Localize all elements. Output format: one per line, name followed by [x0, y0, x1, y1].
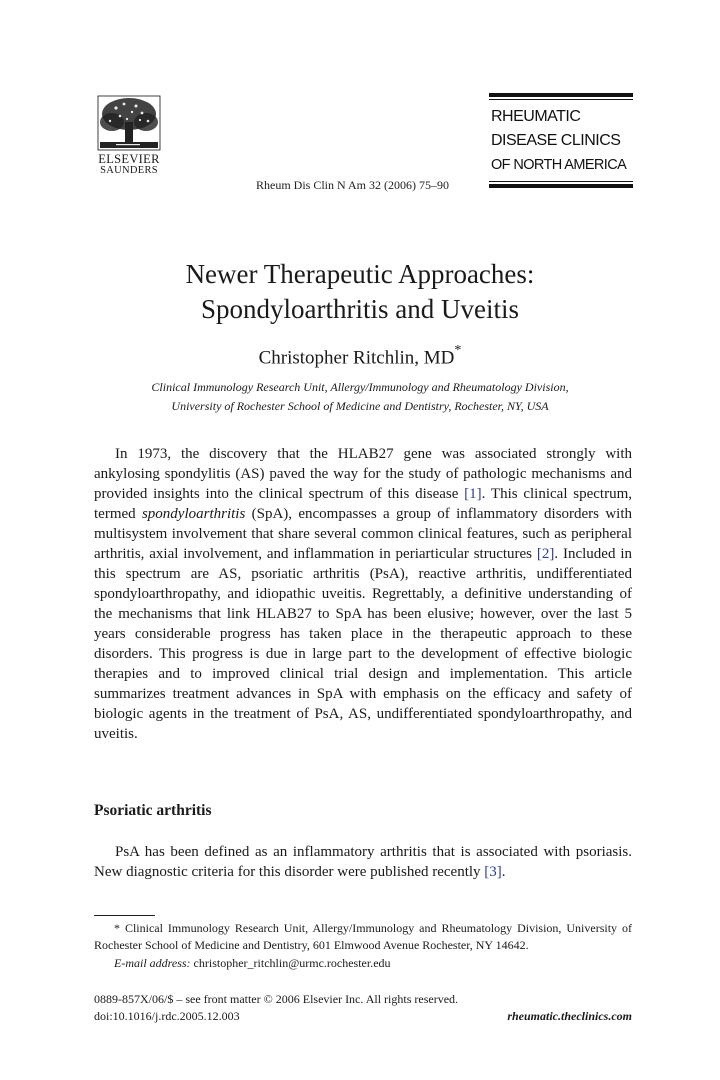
article-title — [60, 257, 660, 327]
title-line-2: Spondyloarthritis and Uveitis — [201, 294, 519, 324]
journal-website-link[interactable]: rheumatic.theclinics.com — [507, 1009, 632, 1023]
journal-name-line-1: RHEUMATIC — [491, 108, 581, 125]
section-heading-psoriatic-arthritis: Psoriatic arthritis — [94, 802, 212, 819]
author-affiliation — [60, 378, 660, 416]
author-name: Christopher Ritchlin, MD — [258, 347, 455, 369]
intro-text-1: In 1973, the discovery that the HLAB27 gene was associated strongly with ankylosing spondylitis (AS) paved the way for the study of pathologic mechanisms and provided insights into the clinical spectrum of this disease — [94, 446, 632, 502]
author-footnote: * Clinical Immunology Research Unit, Allergy/Immunology and Rheumatology Division, University of Rochester School of Medicine and Dentistry, 601 Elmwood Avenue Rochester, NY 14642. — [94, 921, 632, 952]
doi-link[interactable]: doi:10.1016/j.rdc.2005.12.003 — [94, 1009, 240, 1023]
psa-text-1: PsA has been defined as an inflammatory arthritis that is associated with psoriasis. New diagnostic criteria for this disorder were published recently — [94, 844, 632, 880]
journal-name — [491, 105, 633, 177]
author-email-link[interactable]: christopher_ritchlin@urmc.rochester.edu — [193, 956, 391, 970]
psa-paragraph — [94, 842, 632, 882]
author-footnote-mark[interactable]: * — [454, 343, 462, 358]
masthead-rule-top-thin — [489, 99, 633, 100]
masthead-rule-bottom-thin — [489, 181, 633, 182]
email-label: E-mail address: — [114, 956, 191, 970]
affiliation-line-2: University of Rochester School of Medicine and Dentistry, Rochester, NY, USA — [171, 399, 549, 413]
affiliation-line-1: Clinical Immunology Research Unit, Allergy/Immunology and Rheumatology Division, — [151, 380, 569, 394]
journal-masthead — [489, 93, 633, 188]
elsevier-tree-icon — [96, 94, 162, 152]
journal-name-line-3: OF NORTH AMERICA — [491, 157, 627, 173]
masthead-rule-top — [489, 93, 633, 97]
intro-term: spondyloarthritis — [141, 506, 246, 522]
footnote-divider — [94, 915, 155, 916]
copyright-line: 0889-857X/06/$ – see front matter © 2006 Elsevier Inc. All rights reserved. — [94, 992, 459, 1006]
journal-name-line-2: DISEASE CLINICS — [491, 132, 621, 149]
journal-citation: Rheum Dis Clin N Am 32 (2006) 75–90 — [256, 178, 450, 192]
intro-text-4: . Included in this spectrum are AS, psoriatic arthritis (PsA), reactive arthritis, undifferentiated spondyloarthropathy, and idiopathic uveitis. Regrettably, a definitive understanding of the mechanisms that link HLAB27 to SpA has been elusive; however, over the last 5 years considerable progress has taken place in the therapeutic approach to these disorders. This progress is due in large part to the development of effective biologic therapies and to improved clinical trial design and implementation. This article summarizes treatment advances in SpA with emphasis on the efficacy and safety of biologic agents in the treatment of PsA, AS, undifferentiated spondyloarthropathy, and uveitis. — [94, 546, 632, 742]
intro-text-3: (SpA), encompasses a group of inflammatory disorders with multisystem involvement that share several common clinical features, such as peripheral arthritis, axial involvement, and inflammation in periarticular structures — [94, 506, 632, 562]
reference-link-3[interactable]: [3] — [484, 864, 502, 880]
publisher-name: ELSEVIER — [98, 152, 160, 166]
psa-text-2: . — [501, 864, 506, 880]
title-line-1: Newer Therapeutic Approaches: — [185, 259, 535, 289]
reference-link-1[interactable]: [1] — [464, 486, 482, 502]
publisher-imprint: SAUNDERS — [100, 165, 158, 176]
author-line — [60, 341, 660, 370]
intro-paragraph — [94, 444, 632, 744]
intro-text-2: . This clinical spectrum, termed — [94, 486, 632, 522]
masthead-rule-bottom — [489, 184, 633, 188]
author-email-line — [114, 955, 391, 972]
reference-link-2[interactable]: [2] — [536, 546, 555, 562]
elsevier-logo — [93, 94, 165, 176]
